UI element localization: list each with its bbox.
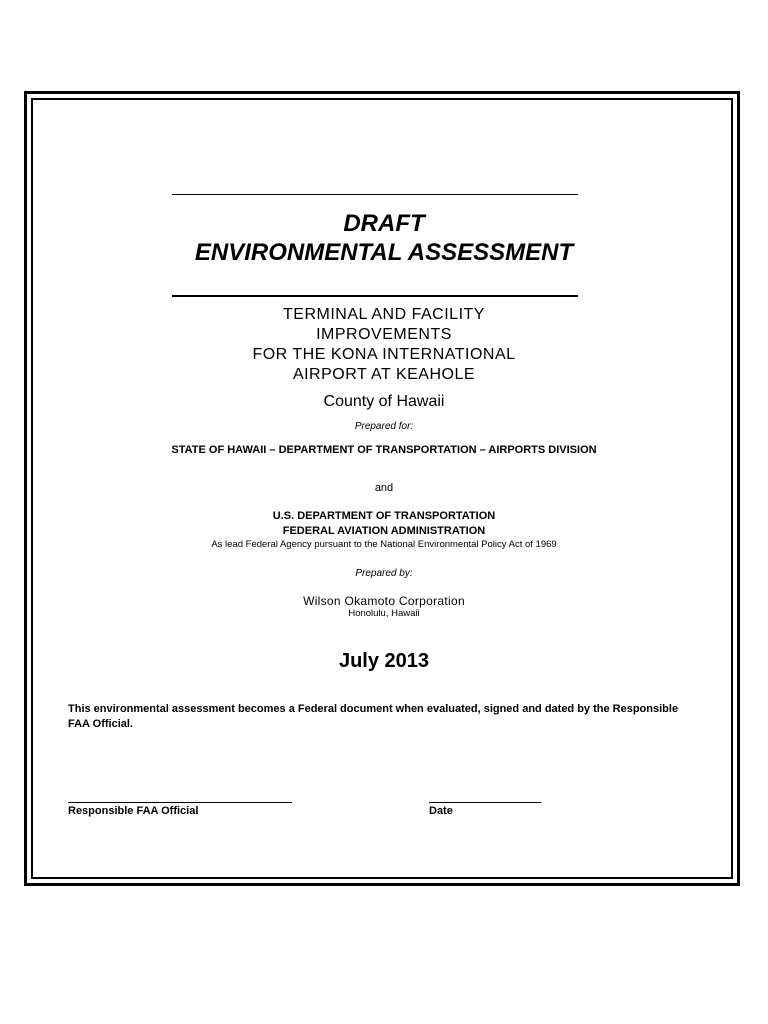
project-title-line-3: FOR THE KONA INTERNATIONAL: [252, 346, 516, 363]
federal-agency-line-1: U.S. DEPARTMENT OF TRANSPORTATION: [272, 510, 496, 522]
signature-label-official: Responsible FAA Official: [68, 805, 199, 817]
prepared-for-label: Prepared for:: [354, 421, 414, 432]
prepared-for-agency: STATE OF HAWAII – DEPARTMENT OF TRANSPORTATION – AIRPORTS DIVISION: [171, 444, 597, 456]
prepared-by-location: Honolulu, Hawaii: [348, 608, 420, 619]
federal-agency-note: As lead Federal Agency pursuant to the National Environmental Policy Act of 1969: [211, 539, 557, 550]
publication-date: July 2013: [338, 650, 430, 672]
project-title-line-4: AIRPORT AT KEAHOLE: [292, 366, 476, 383]
federal-agency-line-2: FEDERAL AVIATION ADMINISTRATION: [282, 525, 486, 537]
prepared-by-firm: Wilson Okamoto Corporation: [303, 594, 465, 608]
prepared-by-label: Prepared by:: [355, 568, 413, 579]
signature-line-date: [429, 802, 541, 803]
title-top-rule: [172, 194, 578, 195]
federal-document-notice: This environmental assessment becomes a Federal document when evaluated, signed and dated by the Responsible FAA Official.: [68, 703, 679, 730]
signature-label-date: Date: [429, 805, 453, 817]
county: County of Hawaii: [323, 393, 445, 410]
signature-line-official: [68, 802, 292, 803]
title-environmental-assessment: ENVIRONMENTAL ASSESSMENT: [194, 239, 574, 266]
project-title-line-1: TERMINAL AND FACILITY: [283, 306, 485, 323]
title-draft: DRAFT: [343, 210, 425, 237]
project-title-line-2: IMPROVEMENTS: [316, 326, 452, 343]
and-connector: and: [374, 482, 394, 494]
title-bottom-rule: [172, 295, 578, 297]
